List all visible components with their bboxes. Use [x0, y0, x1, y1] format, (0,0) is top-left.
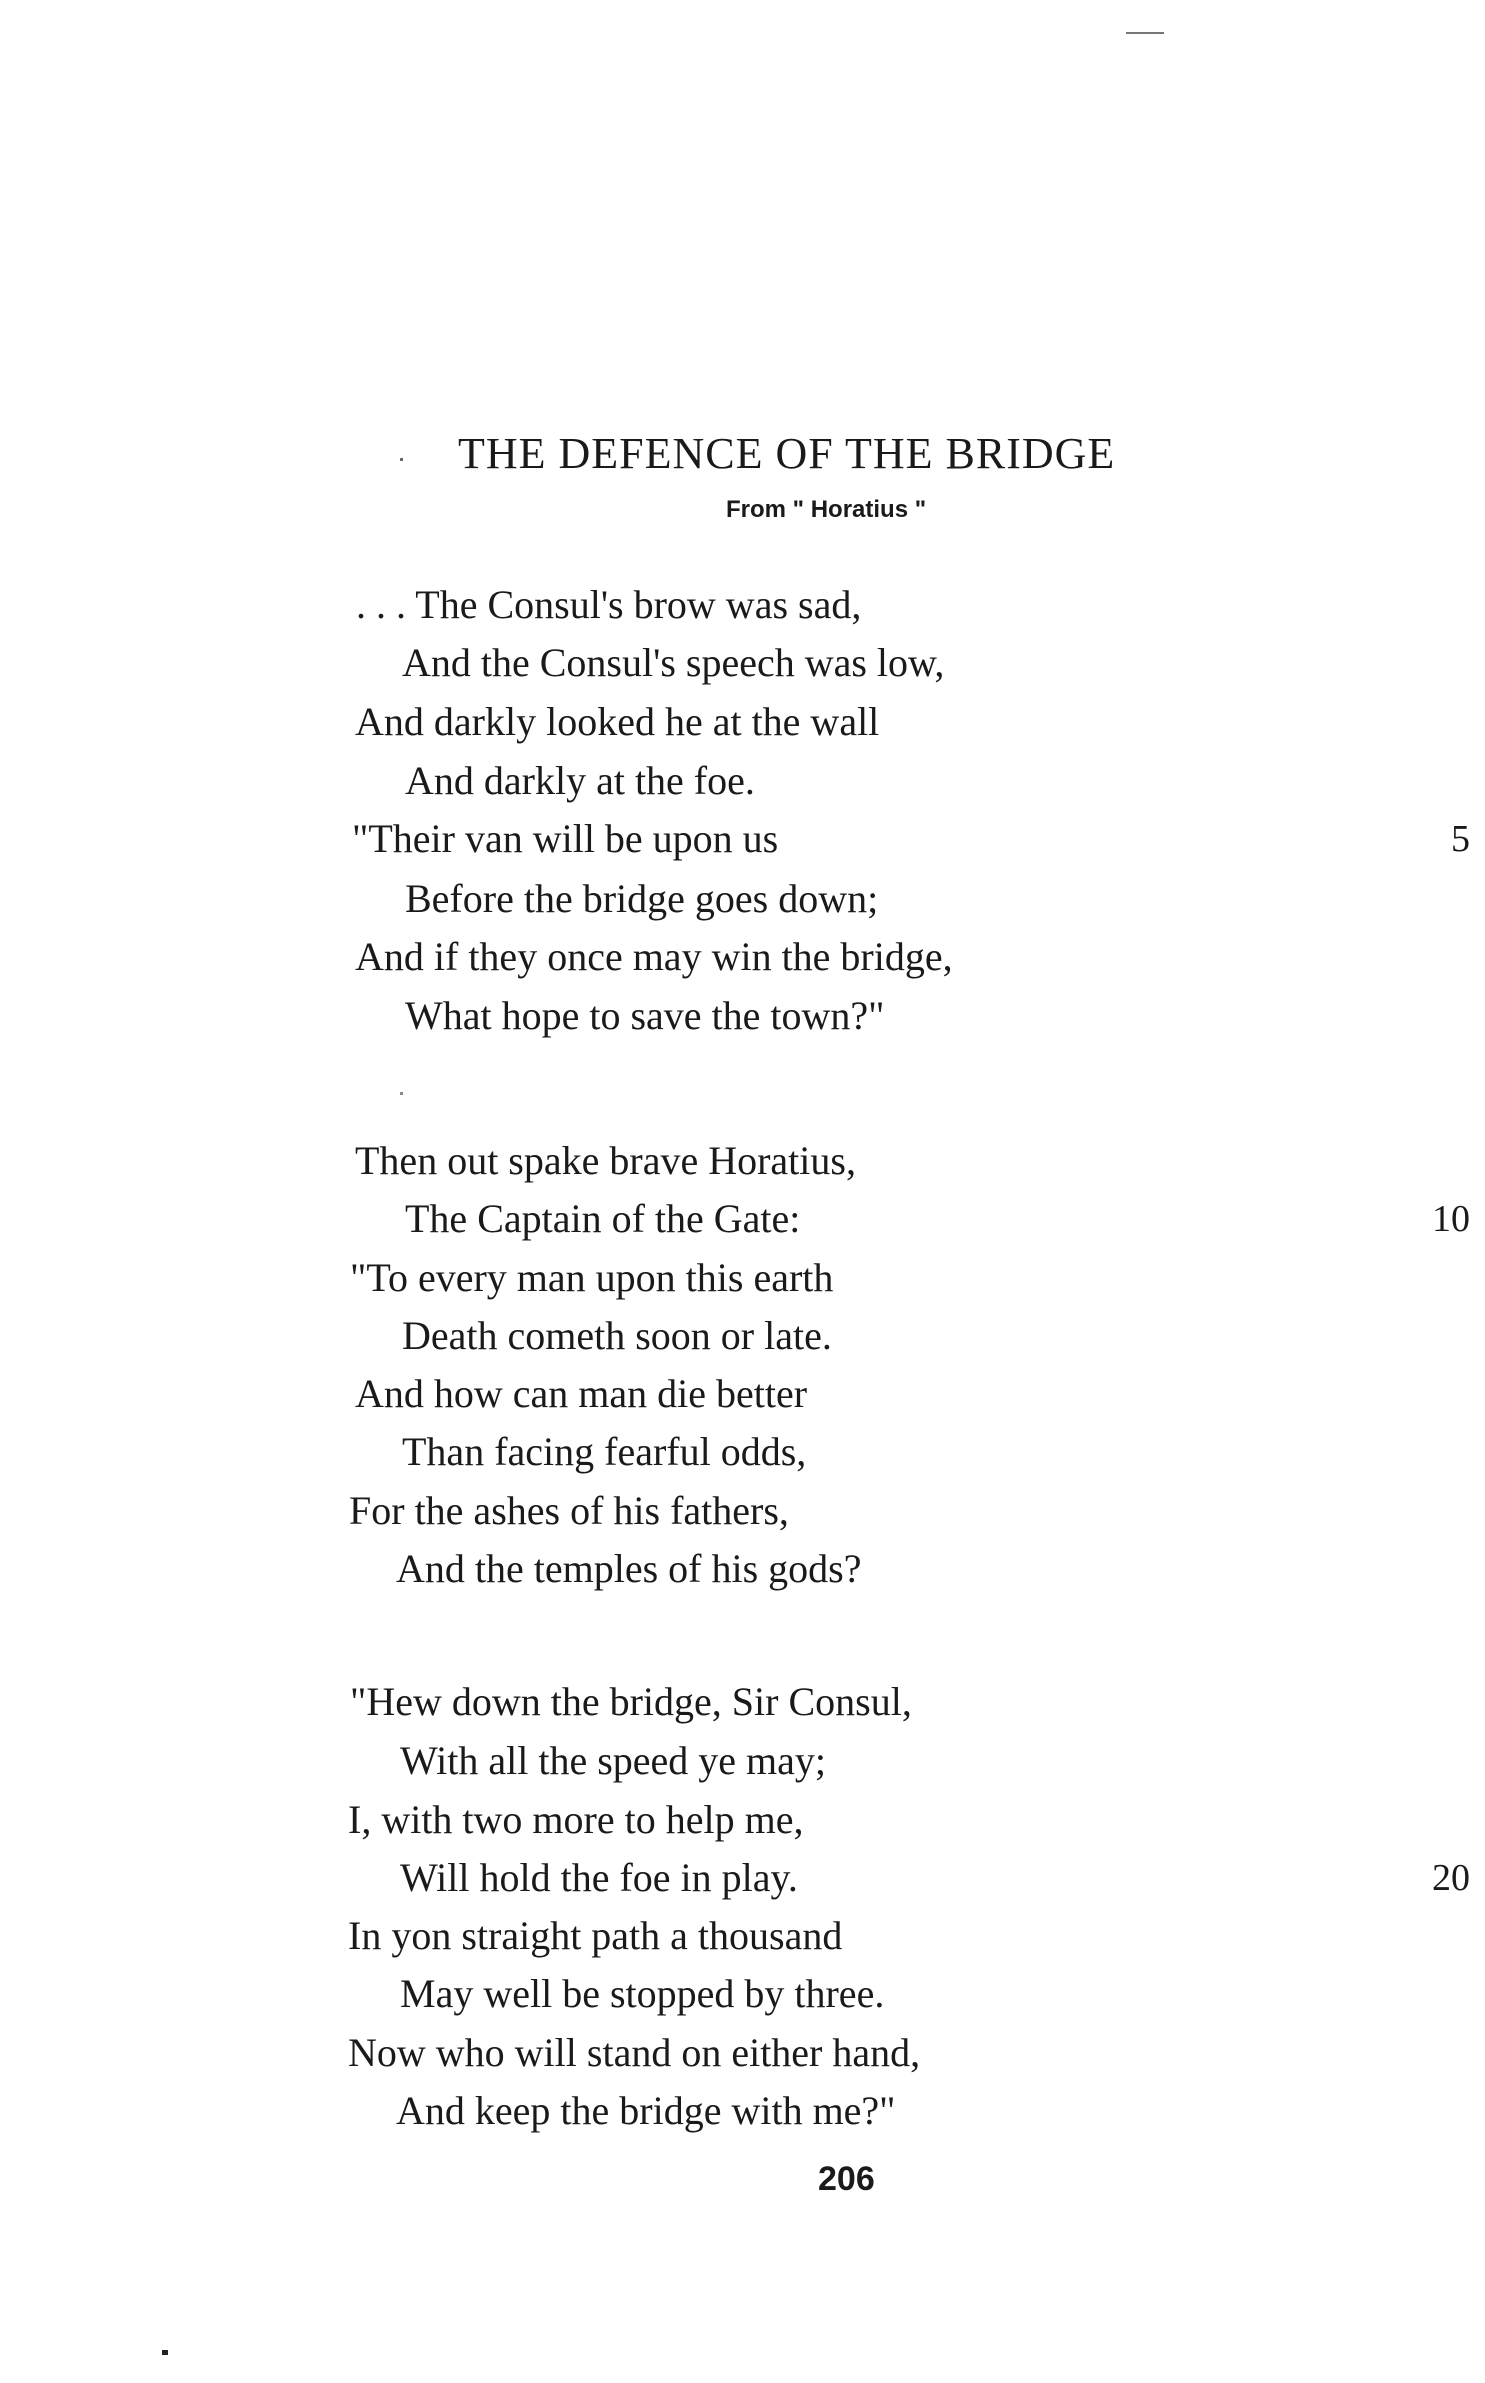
verse-line: And darkly at the foe. [405, 758, 755, 803]
line-number: 10 [1432, 1198, 1470, 1240]
line-number: 5 [1451, 818, 1470, 860]
verse-line: I, with two more to help me, [348, 1797, 804, 1842]
verse-line: Then out spake brave Horatius, [355, 1138, 856, 1183]
verse-line: In yon straight path a thousand [348, 1913, 843, 1958]
verse-line: With all the speed ye may; [400, 1738, 827, 1783]
verse-line: What hope to save the town?" [405, 993, 885, 1038]
verse-line: "Hew down the bridge, Sir Consul, [350, 1679, 912, 1724]
poem-title: THE DEFENCE OF THE BRIDGE [458, 429, 1116, 478]
verse-line: And the Consul's speech was low, [402, 640, 945, 685]
verse-line: And keep the bridge with me?" [396, 2088, 896, 2133]
verse-line: Before the bridge goes down; [405, 876, 879, 921]
scan-mark-top [1126, 32, 1164, 34]
verse-line: "Their van will be upon us [352, 816, 779, 861]
verse-line: The Captain of the Gate: [405, 1196, 801, 1241]
verse-line: May well be stopped by three. [400, 1971, 885, 2016]
page-number: 206 [818, 2160, 875, 2198]
verse-line: And the temples of his gods? [396, 1546, 862, 1591]
verse-line: For the ashes of his fathers, [349, 1488, 789, 1533]
scan-dot-bottom [162, 2350, 168, 2355]
verse-line: Now who will stand on either hand, [348, 2030, 921, 2075]
verse-line: "To every man upon this earth [350, 1255, 834, 1300]
verse-line: . . . The Consul's brow was sad, [356, 582, 862, 627]
scan-dot-title [400, 458, 403, 461]
poem-subtitle: From " Horatius " [726, 496, 927, 523]
verse-line: Than facing fearful odds, [402, 1429, 807, 1474]
verse-line: And darkly looked he at the wall [355, 699, 880, 744]
line-number: 20 [1432, 1857, 1470, 1899]
verse-line: Will hold the foe in play. [400, 1855, 798, 1900]
scan-dot-stanza [400, 1092, 403, 1095]
verse-line: And if they once may win the bridge, [355, 934, 953, 979]
verse-line: Death cometh soon or late. [402, 1313, 832, 1358]
verse-line: And how can man die better [355, 1371, 808, 1416]
